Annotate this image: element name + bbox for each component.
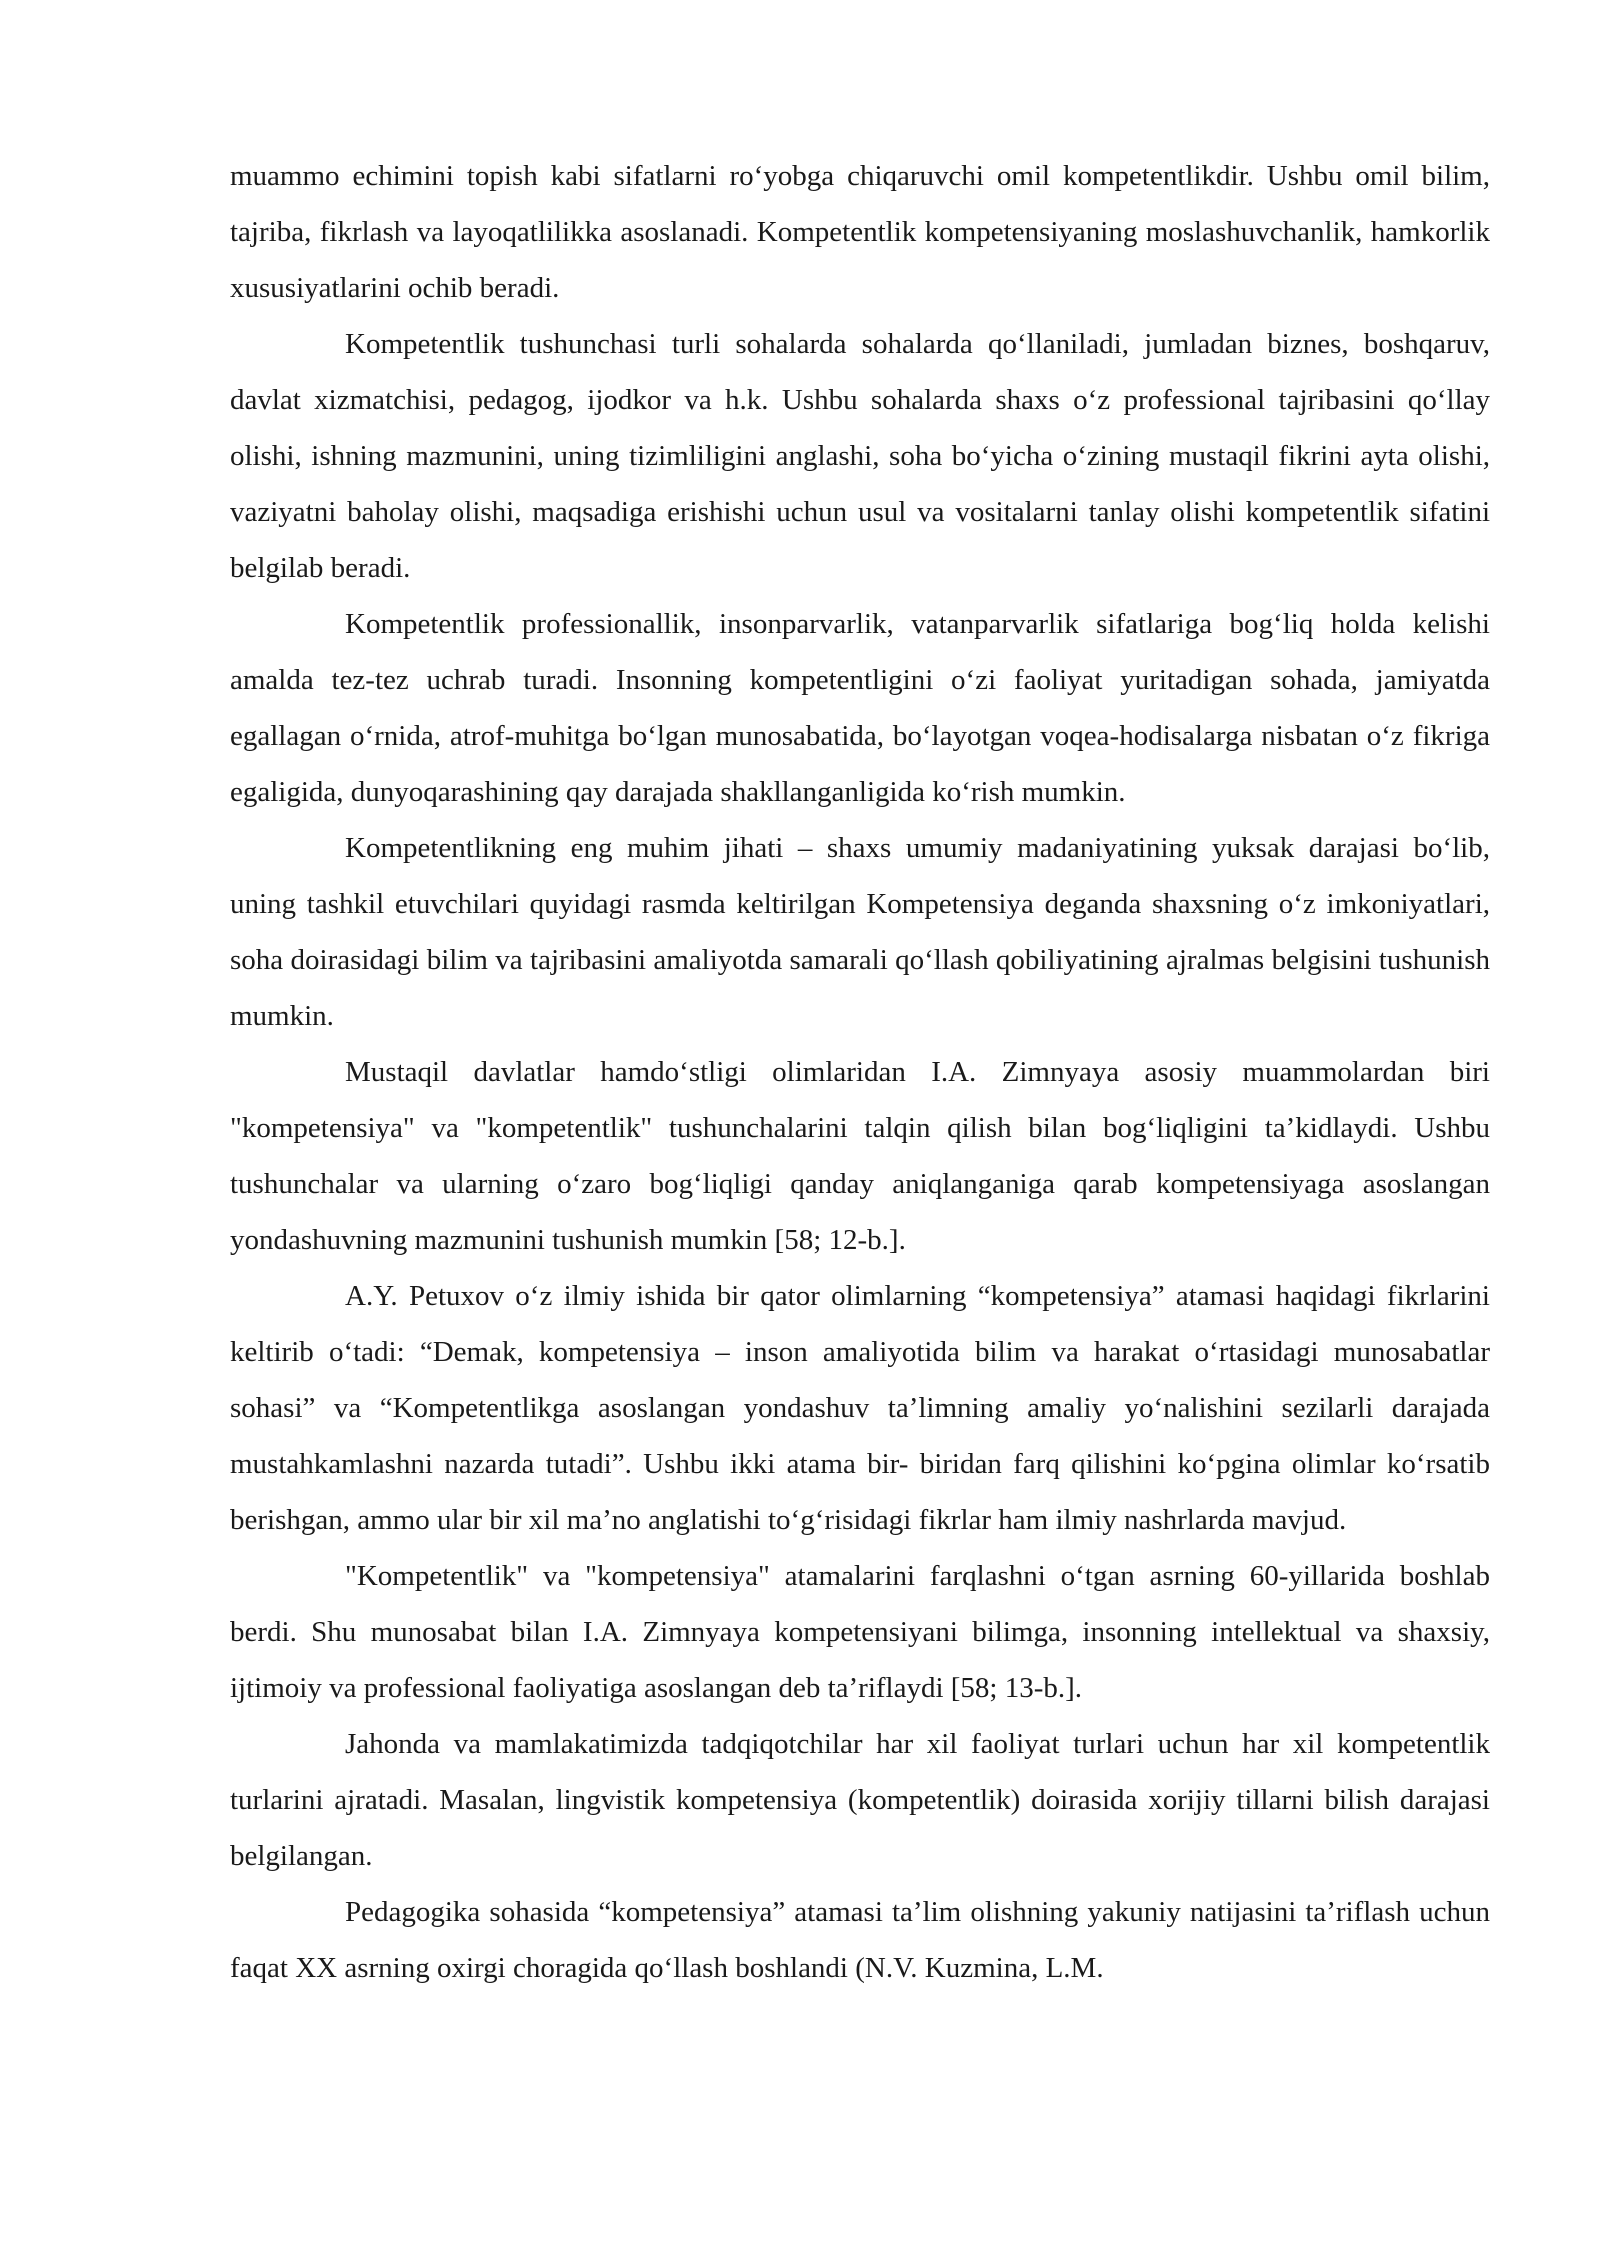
paragraph-7: "Kompetentlik" va "kompetensiya" atamalarini farqlashni o‘tgan asrning 60-yillarida boshlab berdi. Shu munosabat bilan I.A. Zimnyaya kompetensiyani bilimga, insonning intellektual va shaxsiy, ijtimoiy va professional faoliyatiga asoslangan deb ta’riflaydi [58; 13-b.]. [230,1560,1490,1704]
paragraph-6: A.Y. Petuxov o‘z ilmiy ishida bir qator olimlarning “kompetensiya” atamasi haqidagi fikrlarini keltirib o‘tadi: “Demak, kompetensiya – inson amaliyotida bilim va harakat o‘rtasidagi munosabatlar sohasi” va “Kompetentlikga asoslangan yondashuv ta’limning amaliy yo‘nalishini sezilarli darajada mustahkamlashni nazarda tutadi”. Ushbu ikki atama bir- biridan farq qilishini ko‘pgina olimlar ko‘rsatib berishgan, ammo ular bir xil ma’no anglatishi to‘g‘risidagi fikrlar ham ilmiy nashrlarda mavjud. [230,1280,1490,1536]
paragraph-2: Kompetentlik tushunchasi turli sohalarda sohalarda qo‘llaniladi, jumladan biznes, boshqaruv, davlat xizmatchisi, pedagog, ijodkor va h.k. Ushbu sohalarda shaxs o‘z professional tajribasini qo‘llay olishi, ishning mazmunini, uning tizimliligini anglashi, soha bo‘yicha o‘zining mustaqil fikrini ayta olishi, vaziyatni baholay olishi, maqsadiga erishishi uchun usul va vositalarni tanlay olishi kompetentlik sifatini belgilab beradi. [230,328,1490,584]
paragraph-3: Kompetentlik professionallik, insonparvarlik, vatanparvarlik sifatlariga bog‘liq holda kelishi amalda tez-tez uchrab turadi. Insonning kompetentligini o‘zi faoliyat yuritadigan sohada, jamiyatda egallagan o‘rnida, atrof-muhitga bo‘lgan munosabatida, bo‘layotgan voqea-hodisalarga nisbatan o‘z fikriga egaligida, dunyoqarashining qay darajada shakllanganligida ko‘rish mumkin. [230,608,1490,808]
paragraph-8: Jahonda va mamlakatimizda tadqiqotchilar har xil faoliyat turlari uchun har xil kompetentlik turlarini ajratadi. Masalan, lingvistik kompetensiya (kompetentlik) doirasida xorijiy tillarni bilish darajasi belgilangan. [230,1728,1490,1872]
paragraph-9: Pedagogika sohasida “kompetensiya” atamasi ta’lim olishning yakuniy natijasini ta’riflash uchun faqat XX asrning oxirgi choragida qo‘llash boshlandi (N.V. Kuzmina, L.M. [230,1896,1490,1984]
paragraph-1: muammo echimini topish kabi sifatlarni ro‘yobga chiqaruvchi omil kompetentlikdir. Ushbu omil bilim, tajriba, fikrlash va layoqatlilikka asoslanadi. Kompetentlik kompetensiyaning moslashuvchanlik, hamkorlik xususiyatlarini ochib beradi. [230,160,1490,304]
paragraph-4: Kompetentlikning eng muhim jihati – shaxs umumiy madaniyatining yuksak darajasi bo‘lib, uning tashkil etuvchilari quyidagi rasmda keltirilgan Kompetensiya deganda shaxsning o‘z imkoniyatlari, soha doirasidagi bilim va tajribasini amaliyotda samarali qo‘llash qobiliyatining ajralmas belgisini tushunish mumkin. [230,832,1490,1032]
document-page [230,148,1490,1996]
paragraph-5: Mustaqil davlatlar hamdo‘stligi olimlaridan I.A. Zimnyaya asosiy muammolardan biri "kompetensiya" va "kompetentlik" tushunchalarini talqin qilish bilan bog‘liqligini ta’kidlaydi. Ushbu tushunchalar va ularning o‘zaro bog‘liqligi qanday aniqlanganiga qarab kompetensiyaga asoslangan yondashuvning mazmunini tushunish mumkin [58; 12-b.]. [230,1056,1490,1256]
